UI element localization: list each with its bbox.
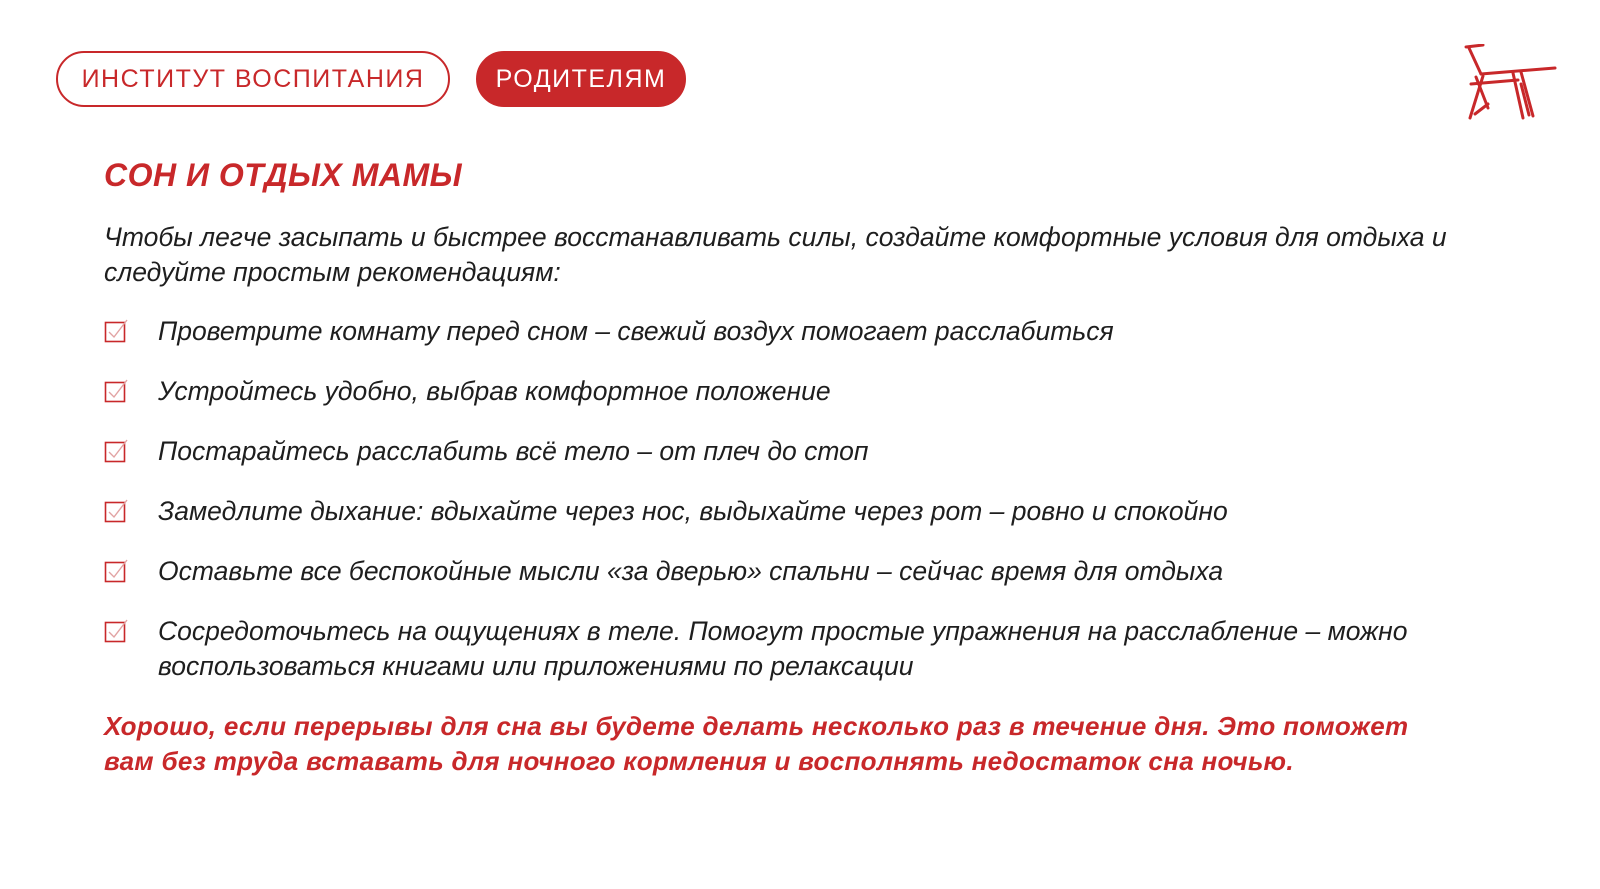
checkbox-checked-icon [104, 499, 128, 523]
list-item-text: Устройтесь удобно, выбрав комфортное положение [158, 376, 831, 406]
recommendations-list [104, 314, 1484, 709]
institute-button[interactable]: ИНСТИТУТ ВОСПИТАНИЯ [56, 51, 450, 107]
page-title: СОН И ОТДЫХ МАМЫ [104, 157, 463, 193]
list-item [104, 374, 1484, 409]
checkbox-checked-icon [104, 319, 128, 343]
list-item [104, 494, 1484, 529]
checkbox-checked-icon [104, 379, 128, 403]
list-item [104, 554, 1484, 589]
list-item [104, 614, 1484, 684]
list-item [104, 434, 1484, 469]
list-item [104, 314, 1484, 349]
checkbox-checked-icon [104, 619, 128, 643]
horse-logo-icon [1463, 44, 1557, 122]
list-item-text: Замедлите дыхание: вдыхайте через нос, выдыхайте через рот – ровно и спокойно [158, 496, 1228, 526]
highlight-note: Хорошо, если перерывы для сна вы будете делать несколько раз в течение дня. Это поможет вам без труда вставать для ночного кормления и восполнять недостаток сна ночью. [104, 711, 1409, 776]
checkbox-checked-icon [104, 559, 128, 583]
list-item-text: Постарайтесь расслабить всё тело – от плеч до стоп [158, 436, 869, 466]
list-item-text: Проветрите комнату перед сном – свежий воздух помогает расслабиться [158, 316, 1114, 346]
parents-button[interactable]: РОДИТЕЛЯМ [476, 51, 686, 107]
intro-paragraph: Чтобы легче засыпать и быстрее восстанавливать силы, создайте комфортные условия для отдыха и следуйте простым рекомендациям: [104, 222, 1447, 287]
list-item-text: Сосредоточьтесь на ощущениях в теле. Помогут простые упражнения на расслабление – можно воспользоваться книгами или приложениями по релаксации [158, 616, 1408, 681]
list-item-text: Оставьте все беспокойные мысли «за дверью» спальни – сейчас время для отдыха [158, 556, 1224, 586]
checkbox-checked-icon [104, 439, 128, 463]
header [56, 51, 686, 107]
